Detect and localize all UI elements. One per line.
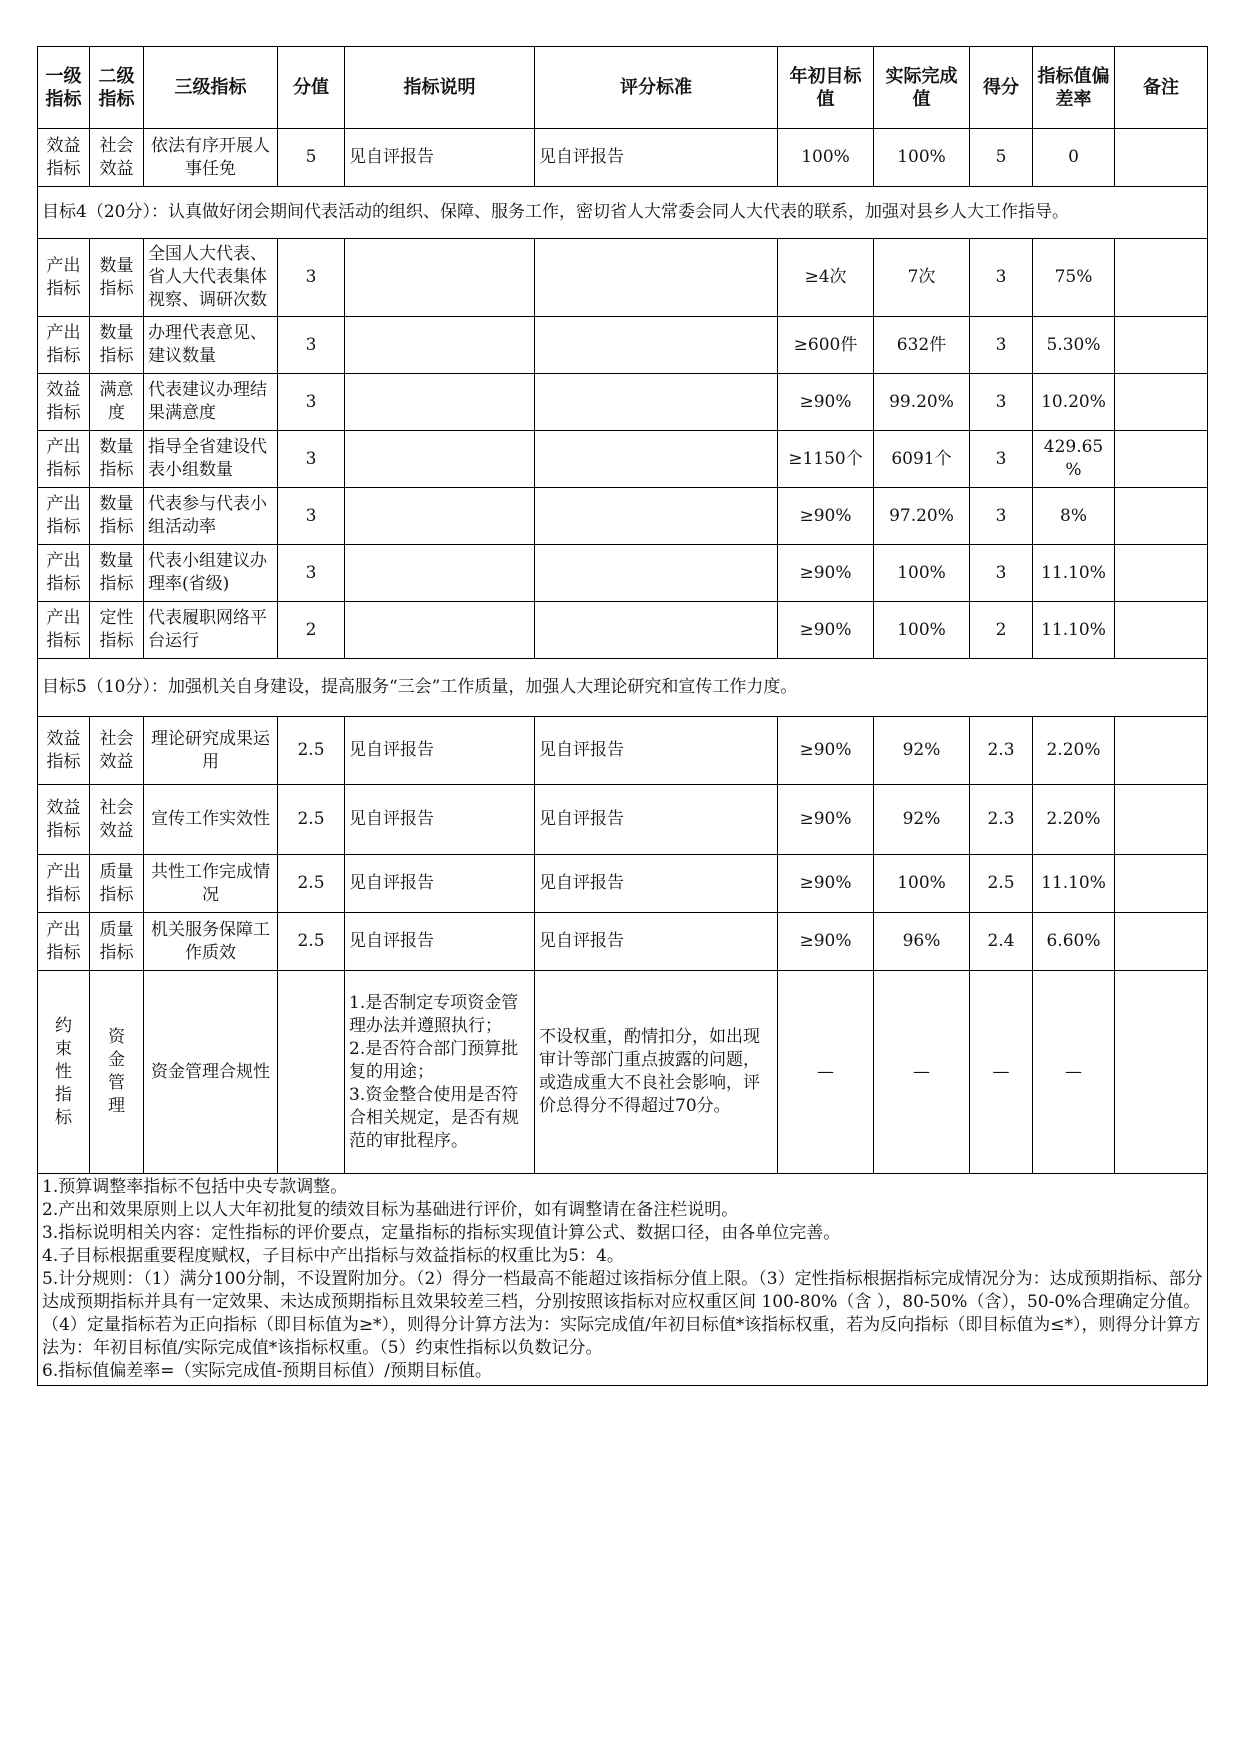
header-target: 年初目标值	[778, 47, 874, 129]
cell-criteria: 见自评报告	[535, 129, 778, 187]
cell-deviation: 0	[1033, 129, 1115, 187]
note-line: 4.子目标根据重要程度赋权，子目标中产出指标与效益指标的权重比为5：4。	[42, 1246, 624, 1266]
cell-level1: 产出指标	[38, 239, 90, 317]
table-row	[38, 239, 1208, 317]
cell-deviation: 11.10%	[1033, 855, 1115, 913]
table-row	[38, 317, 1208, 374]
cell-points: 3	[970, 488, 1033, 545]
cell-remarks	[1115, 431, 1208, 488]
cell-level1: 效益指标	[38, 717, 90, 785]
cell-score	[278, 971, 345, 1174]
cell-target: ≥90%	[778, 602, 874, 659]
cell-score: 2	[278, 602, 345, 659]
cell-actual: 7次	[874, 239, 970, 317]
cell-target: 100%	[778, 129, 874, 187]
cell-deviation: 2.20%	[1033, 785, 1115, 855]
cell-points: 2.4	[970, 913, 1033, 971]
cell-actual: 92%	[874, 717, 970, 785]
cell-target: ≥90%	[778, 785, 874, 855]
cell-actual: 632件	[874, 317, 970, 374]
cell-deviation: 10.20%	[1033, 374, 1115, 431]
cell-target: ≥4次	[778, 239, 874, 317]
cell-level3: 理论研究成果运用	[144, 717, 278, 785]
cell-level2: 质量指标	[90, 855, 144, 913]
cell-actual: 100%	[874, 545, 970, 602]
header-level1: 一级指标	[38, 47, 90, 129]
cell-target: ≥90%	[778, 488, 874, 545]
cell-description: 见自评报告	[345, 855, 535, 913]
cell-level1: 产出指标	[38, 855, 90, 913]
cell-criteria	[535, 545, 778, 602]
goal-row	[38, 659, 1208, 717]
cell-level1: 效益指标	[38, 785, 90, 855]
table-row	[38, 717, 1208, 785]
cell-score: 3	[278, 374, 345, 431]
cell-level2: 质量指标	[90, 913, 144, 971]
cell-level3: 代表参与代表小组活动率	[144, 488, 278, 545]
notes-cell	[38, 1174, 1208, 1386]
cell-points: —	[970, 971, 1033, 1174]
cell-level3: 共性工作完成情况	[144, 855, 278, 913]
header-deviation: 指标值偏差率	[1033, 47, 1115, 129]
cell-score: 3	[278, 545, 345, 602]
performance-table	[37, 46, 1208, 1386]
goal-5-text: 目标5（10分）：加强机关自身建设，提高服务“三会”工作质量，加强人大理论研究和宣传工作力度。	[38, 659, 1208, 717]
cell-remarks	[1115, 317, 1208, 374]
header-level3: 三级指标	[144, 47, 278, 129]
cell-description	[345, 488, 535, 545]
cell-remarks	[1115, 913, 1208, 971]
table-row	[38, 971, 1208, 1174]
cell-score: 3	[278, 317, 345, 374]
cell-remarks	[1115, 602, 1208, 659]
cell-deviation: —	[1033, 971, 1115, 1174]
cell-points: 3	[970, 545, 1033, 602]
cell-deviation: 11.10%	[1033, 545, 1115, 602]
cell-level3: 指导全省建设代表小组数量	[144, 431, 278, 488]
cell-target: ≥90%	[778, 717, 874, 785]
note-line: 5.计分规则：（1）满分100分制，不设置附加分。（2）得分一档最高不能超过该指标分值上限。（3）定性指标根据指标完成情况分为：达成预期指标、部分达成预期指标并具有一定效果、未达成预期指标且效果较差三档，分别按照该指标对应权重区间 100-80%（含 ），80-50%（含），50-0%合理确定分值。（4）定量指标若为正向指标（即目标值为≥*），则得分计算方法为：实际完成值/年初目标值*该指标权重，若为反向指标（即目标值为≤*），则得分计算方法为：年初目标值/实际完成值*该指标权重。（5）约束性指标以负数记分。	[42, 1269, 1203, 1358]
cell-actual: 97.20%	[874, 488, 970, 545]
cell-criteria	[535, 488, 778, 545]
cell-level2: 数量指标	[90, 545, 144, 602]
cell-level3: 办理代表意见、建议数量	[144, 317, 278, 374]
cell-description: 见自评报告	[345, 717, 535, 785]
table-row	[38, 913, 1208, 971]
cell-description	[345, 317, 535, 374]
cell-level1: 效益指标	[38, 129, 90, 187]
cell-criteria: 见自评报告	[535, 855, 778, 913]
cell-actual: 100%	[874, 855, 970, 913]
cell-actual: 6091个	[874, 431, 970, 488]
cell-criteria: 见自评报告	[535, 913, 778, 971]
header-actual: 实际完成值	[874, 47, 970, 129]
goal-row	[38, 187, 1208, 239]
cell-level2: 满意度	[90, 374, 144, 431]
cell-description	[345, 602, 535, 659]
description-item: 1.是否制定专项资金管理办法并遵照执行；	[349, 992, 519, 1036]
cell-level1: 产出指标	[38, 913, 90, 971]
cell-target: ≥90%	[778, 374, 874, 431]
cell-description	[345, 971, 535, 1174]
cell-level3: 全国人大代表、省人大代表集体视察、调研次数	[144, 239, 278, 317]
cell-points: 3	[970, 239, 1033, 317]
cell-criteria	[535, 239, 778, 317]
cell-level2: 社会效益	[90, 129, 144, 187]
cell-actual: 96%	[874, 913, 970, 971]
cell-actual: 100%	[874, 129, 970, 187]
cell-criteria	[535, 317, 778, 374]
cell-description: 见自评报告	[345, 129, 535, 187]
cell-level3: 资金管理合规性	[144, 971, 278, 1174]
cell-level2: 数量指标	[90, 488, 144, 545]
header-score: 分值	[278, 47, 345, 129]
cell-description: 见自评报告	[345, 913, 535, 971]
goal-4-text: 目标4（20分）：认真做好闭会期间代表活动的组织、保障、服务工作，密切省人大常委会同人大代表的联系，加强对县乡人大工作指导。	[38, 187, 1208, 239]
header-remarks: 备注	[1115, 47, 1208, 129]
cell-remarks	[1115, 545, 1208, 602]
header-points: 得分	[970, 47, 1033, 129]
header-description: 指标说明	[345, 47, 535, 129]
cell-level2: 定性指标	[90, 602, 144, 659]
cell-level3: 代表小组建议办理率(省级)	[144, 545, 278, 602]
table-row	[38, 488, 1208, 545]
cell-target: —	[778, 971, 874, 1174]
cell-criteria	[535, 602, 778, 659]
note-line: 2.产出和效果原则上以人大年初批复的绩效目标为基础进行评价，如有调整请在备注栏说明。	[42, 1200, 739, 1220]
cell-level3: 机关服务保障工作质效	[144, 913, 278, 971]
cell-description: 见自评报告	[345, 785, 535, 855]
cell-points: 3	[970, 317, 1033, 374]
table-row	[38, 602, 1208, 659]
cell-remarks	[1115, 971, 1208, 1174]
table-row	[38, 374, 1208, 431]
cell-score: 2.5	[278, 855, 345, 913]
cell-level3: 代表履职网络平台运行	[144, 602, 278, 659]
cell-actual: 100%	[874, 602, 970, 659]
cell-level2: 数量指标	[90, 431, 144, 488]
description-item: 2.是否符合部门预算批复的用途；	[349, 1038, 519, 1082]
cell-points: 2.3	[970, 717, 1033, 785]
note-line: 3.指标说明相关内容：定性指标的评价要点，定量指标的指标实现值计算公式、数据口径，由各单位完善。	[42, 1223, 841, 1243]
cell-actual: 99.20%	[874, 374, 970, 431]
cell-remarks	[1115, 129, 1208, 187]
cell-score: 2.5	[278, 913, 345, 971]
cell-target: ≥600件	[778, 317, 874, 374]
cell-target: ≥90%	[778, 545, 874, 602]
table-row	[38, 129, 1208, 187]
cell-remarks	[1115, 374, 1208, 431]
cell-level2: 社会效益	[90, 785, 144, 855]
table-row	[38, 785, 1208, 855]
cell-deviation: 5.30%	[1033, 317, 1115, 374]
cell-level2: 社会效益	[90, 717, 144, 785]
cell-level1: 产出指标	[38, 431, 90, 488]
cell-level2: 数量指标	[90, 239, 144, 317]
cell-level1: 产出指标	[38, 488, 90, 545]
cell-score: 2.5	[278, 717, 345, 785]
cell-points: 2.3	[970, 785, 1033, 855]
cell-description	[345, 239, 535, 317]
cell-score: 3	[278, 239, 345, 317]
cell-points: 2	[970, 602, 1033, 659]
notes-row	[38, 1174, 1208, 1386]
cell-level1: 约束性指标	[38, 971, 90, 1174]
cell-level1: 产出指标	[38, 545, 90, 602]
cell-target: ≥90%	[778, 913, 874, 971]
cell-deviation: 2.20%	[1033, 717, 1115, 785]
cell-remarks	[1115, 785, 1208, 855]
cell-points: 5	[970, 129, 1033, 187]
cell-criteria	[535, 431, 778, 488]
description-item: 3.资金整合使用是否符合相关规定，是否有规范的审批程序。	[349, 1084, 519, 1151]
cell-target: ≥1150个	[778, 431, 874, 488]
cell-actual: —	[874, 971, 970, 1174]
cell-deviation: 75%	[1033, 239, 1115, 317]
cell-criteria: 见自评报告	[535, 717, 778, 785]
note-line: 1.预算调整率指标不包括中央专款调整。	[42, 1177, 348, 1197]
cell-remarks	[1115, 239, 1208, 317]
table-row	[38, 545, 1208, 602]
cell-level1: 产出指标	[38, 317, 90, 374]
cell-remarks	[1115, 855, 1208, 913]
cell-description	[345, 374, 535, 431]
cell-level1: 产出指标	[38, 602, 90, 659]
cell-description	[345, 545, 535, 602]
cell-score: 3	[278, 488, 345, 545]
cell-level2: 数量指标	[90, 317, 144, 374]
cell-level3: 宣传工作实效性	[144, 785, 278, 855]
cell-description	[345, 431, 535, 488]
cell-criteria: 不设权重，酌情扣分，如出现审计等部门重点披露的问题，或造成重大不良社会影响，评价总得分不得超过70分。	[535, 971, 778, 1174]
cell-deviation: 8%	[1033, 488, 1115, 545]
cell-level3: 代表建议办理结果满意度	[144, 374, 278, 431]
cell-score: 5	[278, 129, 345, 187]
cell-criteria	[535, 374, 778, 431]
note-line: 6.指标值偏差率=（实际完成值-预期目标值）/预期目标值。	[42, 1361, 492, 1381]
cell-criteria: 见自评报告	[535, 785, 778, 855]
cell-target: ≥90%	[778, 855, 874, 913]
table-row	[38, 431, 1208, 488]
cell-deviation: 11.10%	[1033, 602, 1115, 659]
cell-score: 3	[278, 431, 345, 488]
cell-points: 3	[970, 431, 1033, 488]
cell-points: 3	[970, 374, 1033, 431]
cell-level1: 效益指标	[38, 374, 90, 431]
header-row	[38, 47, 1208, 129]
header-criteria: 评分标准	[535, 47, 778, 129]
cell-level2: 资金管理	[90, 971, 144, 1174]
cell-score: 2.5	[278, 785, 345, 855]
cell-level3: 依法有序开展人事任免	[144, 129, 278, 187]
cell-remarks	[1115, 717, 1208, 785]
cell-deviation: 429.65%	[1033, 431, 1115, 488]
table-row	[38, 855, 1208, 913]
header-level2: 二级指标	[90, 47, 144, 129]
cell-remarks	[1115, 488, 1208, 545]
cell-points: 2.5	[970, 855, 1033, 913]
cell-deviation: 6.60%	[1033, 913, 1115, 971]
cell-actual: 92%	[874, 785, 970, 855]
